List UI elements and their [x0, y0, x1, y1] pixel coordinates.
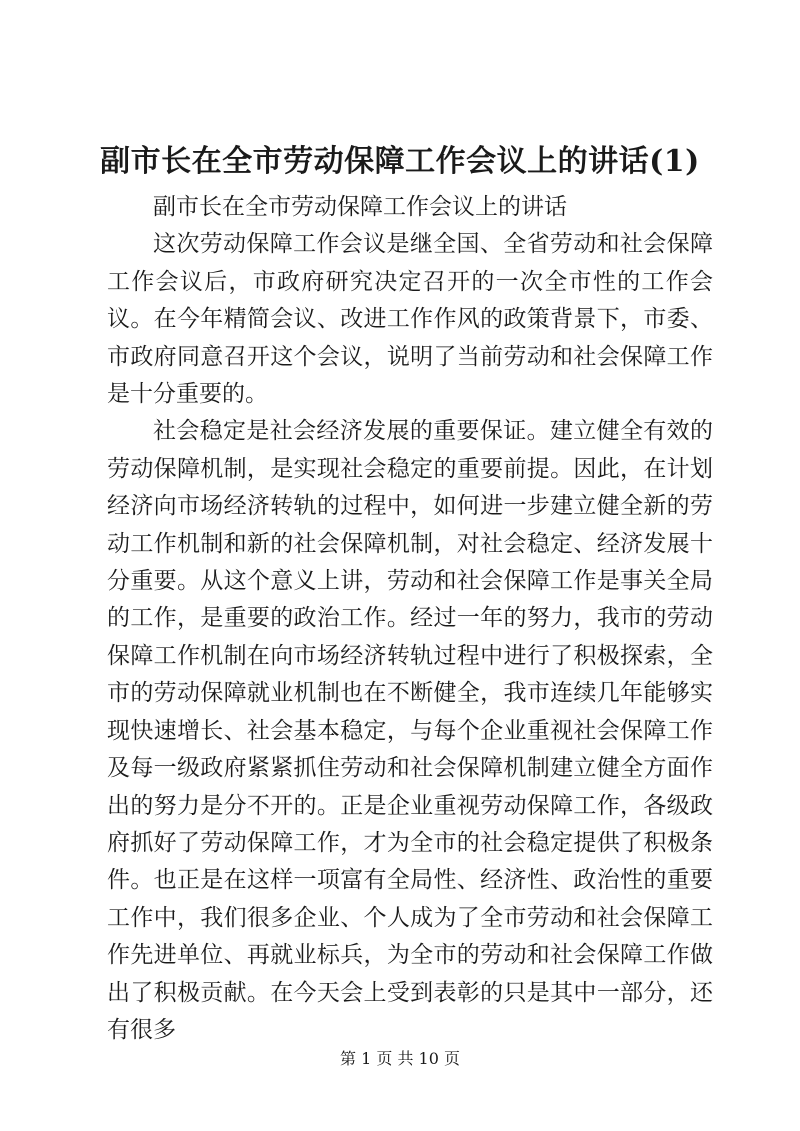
page-footer: 第 1 页 共 10 页	[340, 1049, 460, 1068]
paragraph-subtitle: 副市长在全市劳动保障工作会议上的讲话	[153, 194, 567, 220]
paragraph-main: 社会稳定是社会经济发展的重要保证。建立健全有效的劳动保障机制，是实现社会稳定的重要前提。因此，在计划经济向市场经济转轨的过程中，如何进一步建立健全新的劳动工作机制和新的社会保障机制，对社会稳定、经济发展十分重要。从这个意义上讲，劳动和社会保障工作是事关全局的工作，是重要的政治工作。经过一年的努力，我市的劳动保障工作机制在向市场经济转轨过程中进行了积极探索，全市的劳动保障就业机制也在不断健全，我市连续几年能够实现快速增长、社会基本稳定，与每个企业重视社会保障工作及每一级政府紧紧抓住劳动和社会保障机制建立健全方面作出的努力是分不开的。正是企业重视劳动保障工作，各级政府抓好了劳动保障工作，才为全市的社会稳定提供了积极条件。也正是在这样一项富有全局性、经济性、政治性的重要工作中，我们很多企业、个人成为了全市劳动和社会保障工作先进单位、再就业标兵，为全市的劳动和社会保障工作做出了积极贡献。在今天会上受到表彰的只是其中一部分，还有很多	[107, 418, 713, 1043]
paragraph-intro: 这次劳动保障工作会议是继全国、全省劳动和社会保障工作会议后，市政府研究决定召开的一次全市性的工作会议。在今年精简会议、改进工作作风的政策背景下，市委、市政府同意召开这个会议，说明了当前劳动和社会保障工作是十分重要的。	[107, 231, 713, 408]
document-title: 副市长在全市劳动保障工作会议上的讲话(1)	[100, 144, 700, 179]
document-body	[107, 189, 713, 1049]
